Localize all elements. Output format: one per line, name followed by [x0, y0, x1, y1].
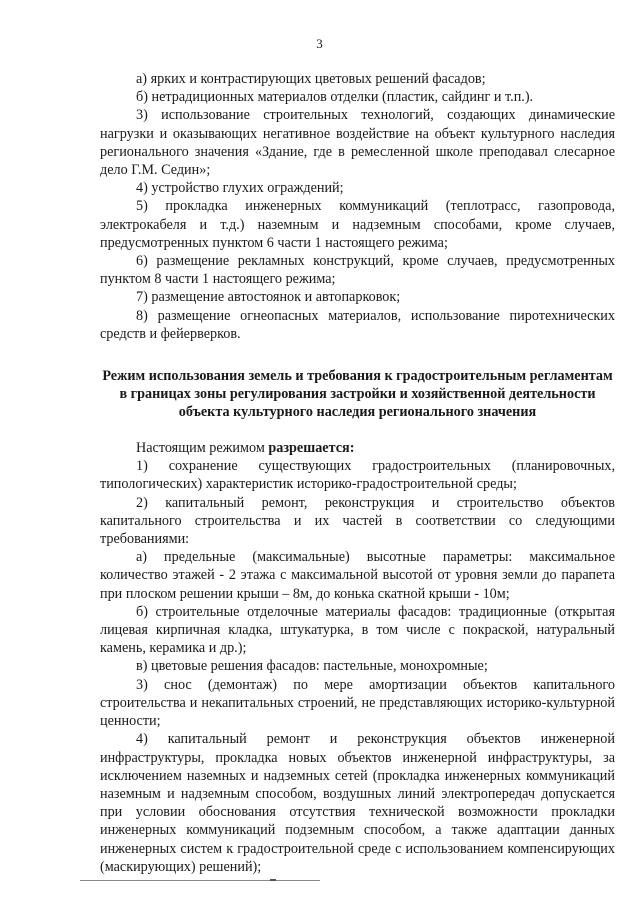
list-item-6-advertising: 6) размещение рекламных конструкций, кроме случаев, предусмотренных пунктом 8 части 1 настоящего режима;	[100, 253, 615, 288]
list-item-a-bright-colors: а) ярких и контрастирующих цветовых решений фасадов;	[136, 71, 486, 87]
section-heading: Режим использования земель и требования к градостроительным регламентам в границах зоны регулирования застройки и хозяйственной деятельности объекта культурного наследия регионального значения	[102, 368, 613, 421]
allowed-item-1: 1) сохранение существующих градостроительных (планировочных, типологических) характеристик историко-градостроительной среды;	[100, 458, 615, 493]
document-body	[100, 70, 615, 876]
scan-artifact-line	[80, 880, 320, 881]
allowed-item-2: 2) капитальный ремонт, реконструкция и строительство объектов капитального строительства и их частей в соответствии со следующими требованиями:	[100, 494, 615, 548]
list-item-5-utilities: 5) прокладка инженерных коммуникаций (теплотрасс, газопровода, электрокабеля и т.д.) наземным и надземным способами, кроме случаев, предусмотренных пунктом 6 части 1 настоящего режима;	[100, 198, 615, 251]
scan-artifact-dot	[270, 879, 276, 881]
list-item-3-technologies: 3) использование строительных технологий, создающих динамические нагрузки и оказывающих негативное воздействие на объект культурного наследия регионального значения «Здание, где в ремесленной школе преподавал слесарное дело Г.М. Седин»;	[100, 107, 615, 179]
list-item-b-materials: б) нетрадиционных материалов отделки (пластик, сайдинг и т.п.).	[136, 89, 534, 106]
allowed-item-3: 3) снос (демонтаж) по мере амортизации объектов капитального строительства и некапитальных строений, не представляющих историко-культурной ценности;	[100, 676, 615, 730]
allowed-item-4: 4) капитальный ремонт и реконструкция объектов инженерной инфраструктуры, прокладка новых объектов инженерной инфраструктуры, за исключением наземных и надземных сетей (прокладка инженерных коммуникаций наземным и надземным способом, воздушных линий электропередач допускается при условии обоснования отсутствия технической возможности прокладки инженерных коммуникаций подземным способом, а также адаптации данных инженерных систем к градостроительной среде с использованием компенсирующих (маскирующих) решений);	[100, 731, 615, 875]
intro-bold: разрешается:	[268, 440, 355, 457]
allowed-item-2b: б) строительные отделочные материалы фасадов: традиционные (открытая лицевая кирпичная кладка, штукатурка, в том числе с покраской, натуральный камень, керамика и др.);	[100, 603, 615, 657]
intro-paragraph	[100, 439, 615, 457]
allowed-item-2c: в) цветовые решения фасадов: пастельные, монохромные;	[136, 658, 488, 675]
list-item-8-flammable: 8) размещение огнеопасных материалов, использование пиротехнических средств и фейерверков.	[100, 307, 615, 342]
page-number: 3	[316, 36, 323, 51]
allowed-item-2a: а) предельные (максимальные) высотные параметры: максимальное количество этажей - 2 этажа с максимальной высотой от уровня земли до парапета при плоском решении крыши – 8м, до конька скатной крыши - 10м;	[100, 549, 615, 602]
list-item-4-fences: 4) устройство глухих ограждений;	[136, 180, 344, 197]
list-item-7-parking: 7) размещение автостоянок и автопарковок;	[136, 289, 401, 306]
intro-prefix: Настоящим режимом	[136, 440, 269, 457]
